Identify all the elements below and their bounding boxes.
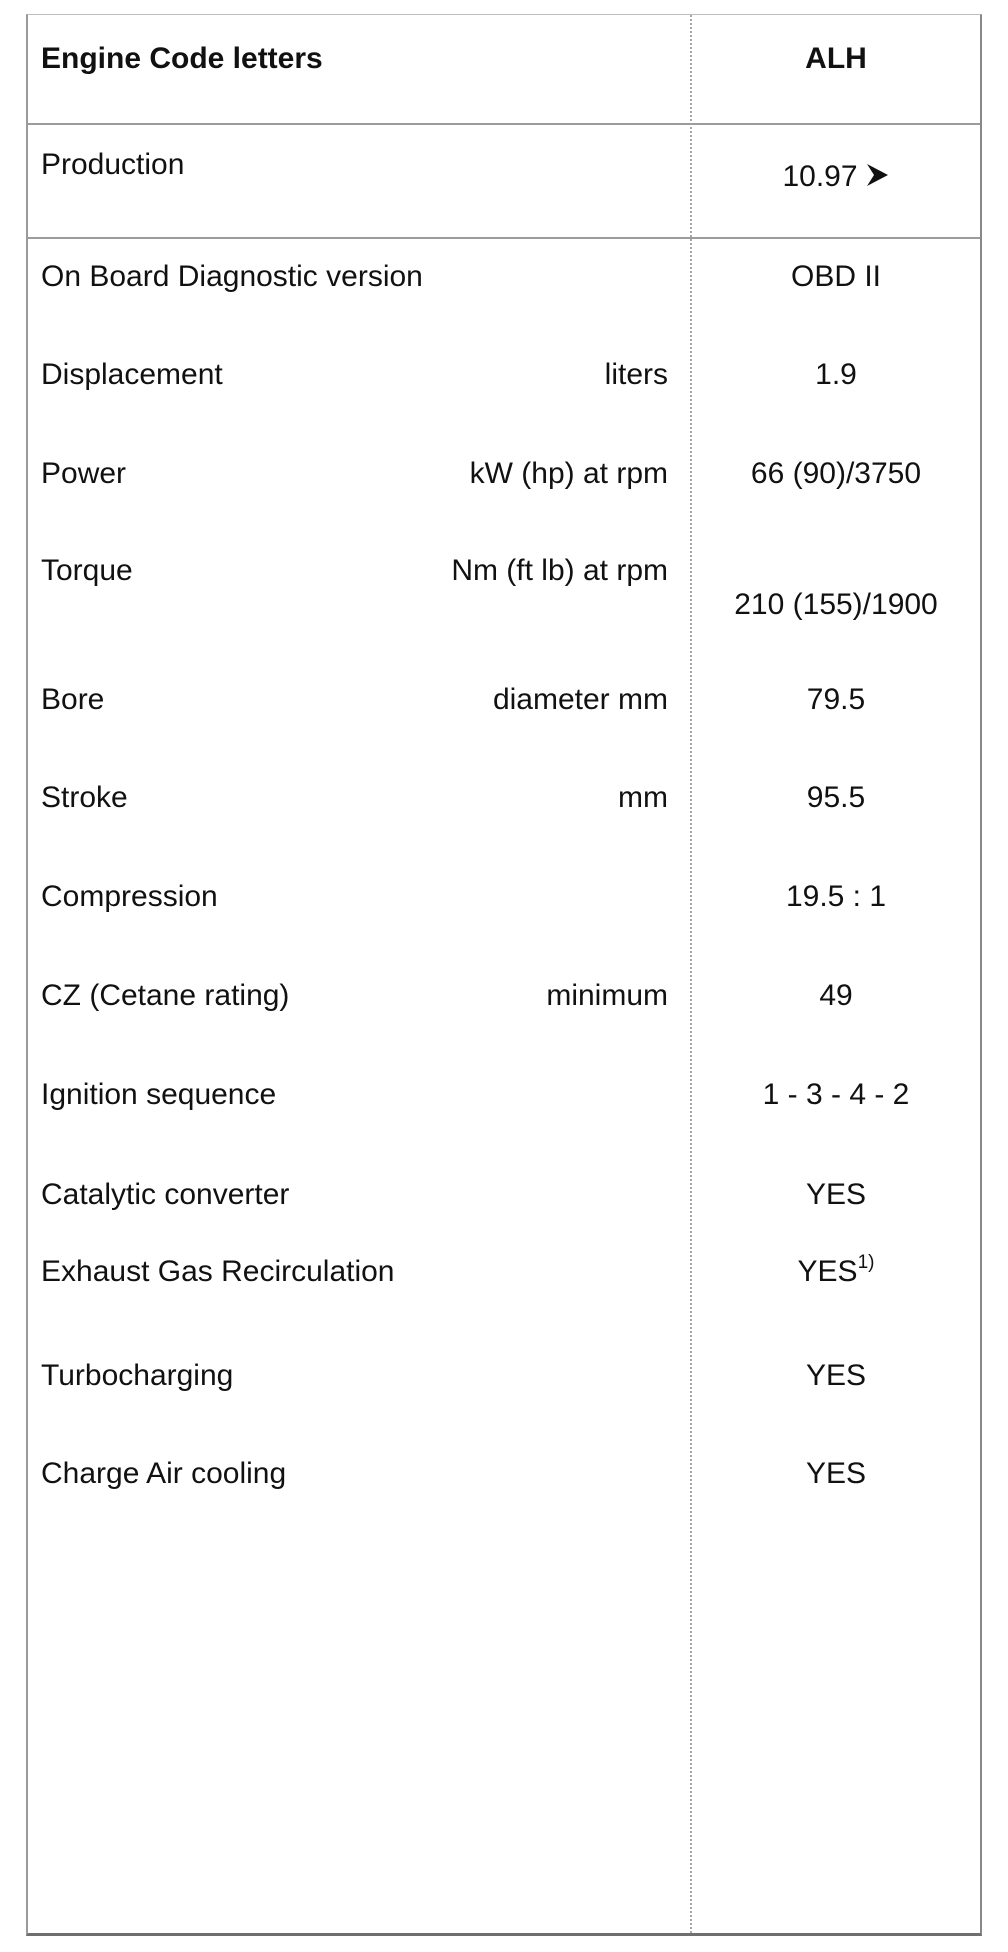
spec-label: Torque bbox=[41, 554, 133, 587]
spec-value: 95.5 bbox=[806, 781, 866, 814]
engine-spec-table bbox=[26, 14, 982, 1936]
spec-unit: minimum bbox=[546, 979, 668, 1012]
spec-label: Exhaust Gas Recirculation bbox=[41, 1255, 395, 1288]
spec-value: YES bbox=[805, 1359, 867, 1392]
spec-unit: liters bbox=[604, 358, 668, 391]
spec-unit: diameter mm bbox=[492, 683, 668, 716]
spec-label: On Board Diagnostic version bbox=[41, 260, 423, 293]
row-divider bbox=[28, 237, 980, 239]
spec-label: Catalytic converter bbox=[41, 1178, 290, 1211]
spec-label: Turbocharging bbox=[41, 1359, 234, 1392]
spec-label: Ignition sequence bbox=[41, 1078, 277, 1111]
spec-label: Compression bbox=[41, 880, 218, 913]
spec-unit: kW (hp) at rpm bbox=[469, 457, 668, 490]
production-label: Production bbox=[41, 148, 185, 181]
spec-label: Power bbox=[41, 457, 127, 490]
spec-value: 1 - 3 - 4 - 2 bbox=[762, 1078, 910, 1111]
row-divider bbox=[28, 123, 980, 125]
spec-label: Bore bbox=[41, 683, 105, 716]
spec-label: Displacement bbox=[41, 358, 223, 391]
spec-value: 1.9 bbox=[815, 358, 857, 391]
spec-value: YES bbox=[805, 1178, 867, 1211]
spec-value: YES bbox=[797, 1255, 858, 1288]
header-label: Engine Code letters bbox=[41, 42, 323, 75]
footnote-marker: 1) bbox=[857, 1252, 875, 1273]
spec-unit: Nm (ft lb) at rpm bbox=[451, 554, 668, 587]
spec-value: 210 (155)/1900 bbox=[734, 588, 938, 621]
production-value: 10.97 bbox=[782, 160, 858, 193]
spec-value: YES bbox=[805, 1457, 867, 1490]
header-value: ALH bbox=[805, 42, 867, 75]
spec-value: 66 (90)/3750 bbox=[750, 457, 922, 490]
spec-value: 79.5 bbox=[806, 683, 866, 716]
spec-unit: mm bbox=[618, 781, 668, 814]
spec-label: CZ (Cetane rating) bbox=[41, 979, 290, 1012]
arrow-right-icon bbox=[864, 161, 890, 197]
spec-label: Charge Air cooling bbox=[41, 1457, 287, 1490]
spec-label: Stroke bbox=[41, 781, 128, 814]
spec-value: 19.5 : 1 bbox=[785, 880, 887, 913]
spec-value: OBD II bbox=[790, 260, 881, 293]
spec-value: 49 bbox=[819, 979, 853, 1012]
column-divider bbox=[690, 15, 692, 1933]
